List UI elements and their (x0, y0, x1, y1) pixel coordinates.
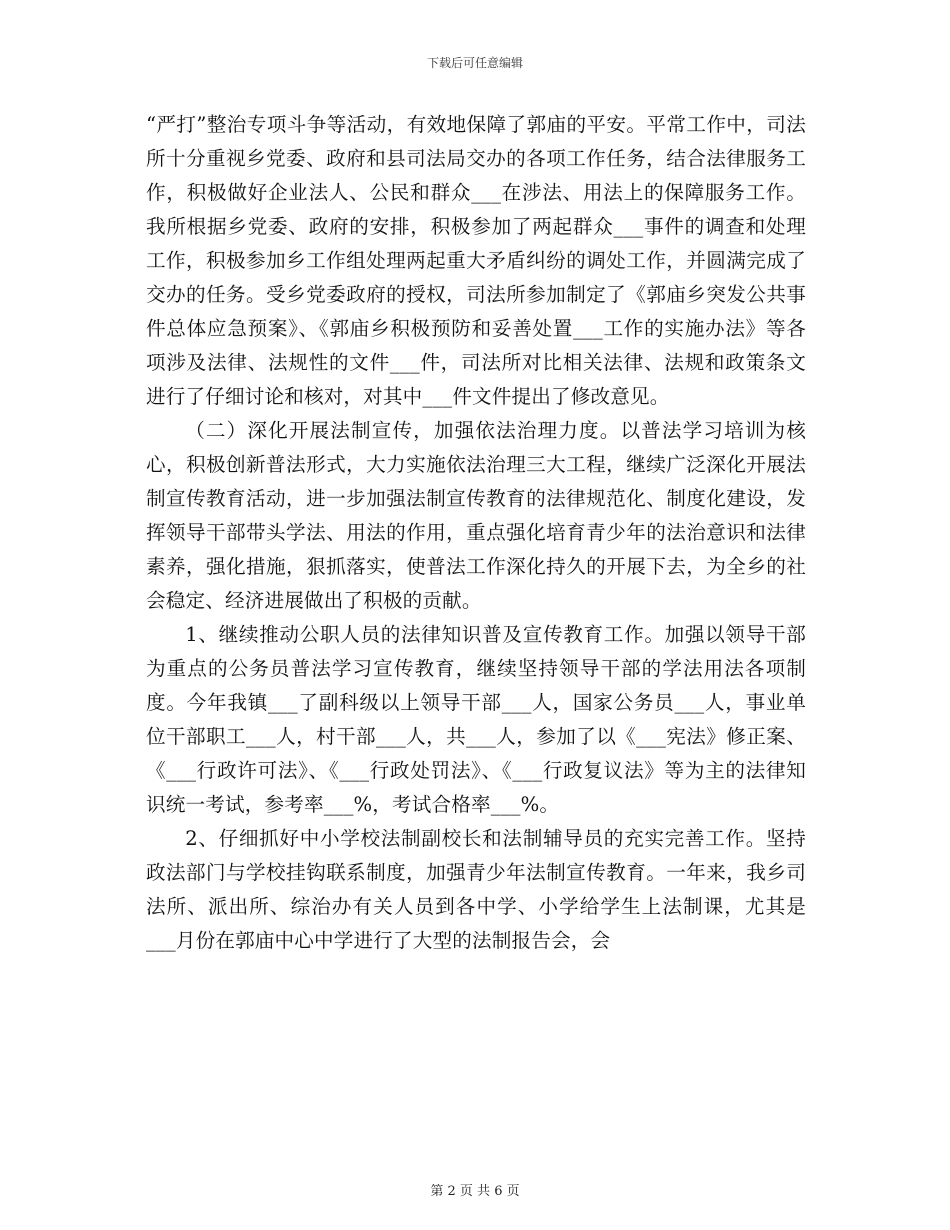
paragraph-section-two: （二）深化开展法制宣传，加强依法治理力度。以普法学习培训为核心，积极创新普法形式，大力实施依法治理三大工程，继续广泛深化开展法制宣传教育活动，进一步加强法制宣传教育的法律规范化、制度化建设，发挥领导干部带头学法、用法的作用，重点强化培育青少年的法治意识和法律素养，强化措施，狠抓落实，使普法工作深化持久的开展下去，为全乡的社会稳定、经济进展做出了积极的贡献。 (146, 419, 806, 612)
document-body (146, 108, 806, 958)
paragraph-item-two: 2、仔细抓好中小学校法制副校长和法制辅导员的充实完善工作。坚持政法部门与学校挂钩联系制度，加强青少年法制宣传教育。一年来，我乡司法所、派出所、综治办有关人员到各中学、小学给学生上法制课，尤其是___月份在郭庙中心中学进行了大型的法制报告会，会 (146, 827, 806, 952)
page-number-footer: 第 2 页 共 6 页 (430, 1184, 520, 1199)
paragraph-item-one: 1、继续推动公职人员的法律知识普及宣传教育工作。加强以领导干部为重点的公务员普法学习宣传教育，继续坚持领导干部的学法用法各项制度。今年我镇___了副科级以上领导干部___人，国家公务员___人，事业单位干部职工___人，村干部___人，共___人，参加了以《___宪法》修正案、《___行政许可法》、《___行政处罚法》、《___行政复议法》等为主的法律知识统一考试，参考率___%，考试合格率___%。 (146, 623, 806, 816)
page-header: 下载后可任意编辑 (426, 56, 523, 70)
paragraph-continued: “严打”整治专项斗争等活动，有效地保障了郭庙的平安。平常工作中，司法所十分重视乡党委、政府和县司法局交办的各项工作任务，结合法律服务工作，积极做好企业法人、公民和群众___在涉法、用法上的保障服务工作。我所根据乡党委、政府的安排，积极参加了两起群众___事件的调查和处理工作，积极参加乡工作组处理两起重大矛盾纠纷的调处工作，并圆满完成了交办的任务。受乡党委政府的授权，司法所参加制定了《郭庙乡突发公共事件总体应急预案》、《郭庙乡积极预防和妥善处置___工作的实施办法》等各项涉及法律、法规性的文件___件，司法所对比相关法律、法规和政策条文进行了仔细讨论和核对，对其中___件文件提出了修改意见。 (146, 113, 806, 408)
